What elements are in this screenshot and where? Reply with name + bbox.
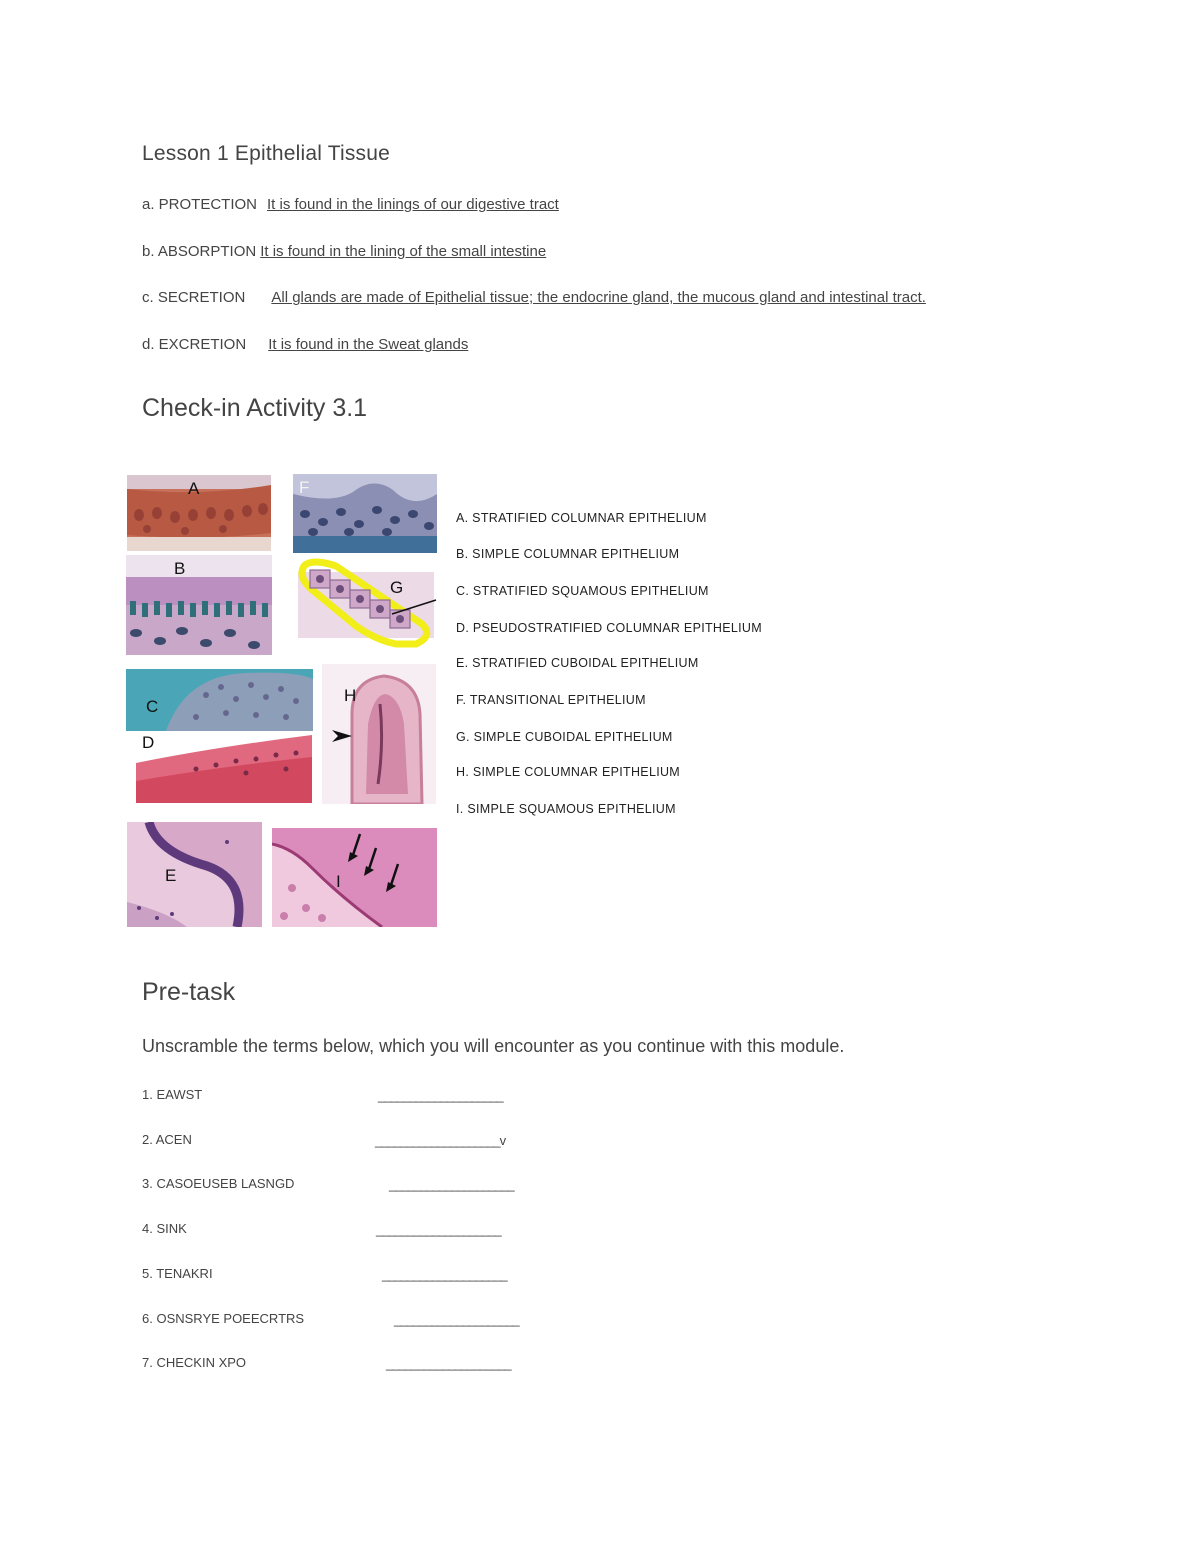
scramble-term: 2. ACEN [142, 1132, 192, 1147]
function-answer: It is found in the linings of our digestive tract [267, 196, 559, 213]
answer-g: G. SIMPLE CUBOIDAL EPITHELIUM [456, 730, 673, 744]
panel-label: A [188, 479, 200, 498]
function-secretion [142, 289, 926, 306]
micrograph-d [136, 733, 312, 803]
pretask-title: Pre-task [142, 978, 236, 1006]
answer-c: C. STRATIFIED SQUAMOUS EPITHELIUM [456, 584, 709, 598]
answer-h: H. SIMPLE COLUMNAR EPITHELIUM [456, 765, 681, 779]
panel-label: B [174, 559, 186, 578]
function-label: b. ABSORPTION [142, 243, 257, 260]
answer-d: D. PSEUDOSTRATIFIED COLUMNAR EPITHELIUM [456, 621, 762, 635]
micrograph-g [296, 558, 438, 650]
function-label: d. EXCRETION [142, 336, 247, 353]
micrograph-b [126, 555, 272, 655]
panel-label: D [142, 733, 155, 752]
answer-blank[interactable]: ____________________ [382, 1267, 507, 1282]
scramble-term: 4. SINK [142, 1221, 187, 1236]
micrograph-e [127, 822, 262, 927]
function-label: c. SECRETION [142, 289, 246, 306]
micrograph-i [272, 828, 437, 927]
answer-blank[interactable]: ____________________ [376, 1222, 501, 1237]
answer-blank[interactable]: ____________________ [378, 1088, 503, 1103]
answer-blank[interactable]: ____________________ [394, 1312, 519, 1327]
answer-blank[interactable]: ____________________v [375, 1133, 506, 1148]
function-absorption [142, 243, 546, 260]
lesson-title: Lesson 1 Epithelial Tissue [142, 142, 391, 165]
function-excretion [142, 336, 468, 353]
answer-e: E. STRATIFIED CUBOIDAL EPITHELIUM [456, 656, 699, 670]
panel-label: C [146, 697, 159, 716]
answer-i: I. SIMPLE SQUAMOUS EPITHELIUM [456, 802, 676, 816]
function-answer: All glands are made of Epithelial tissue; the endocrine gland, the mucous gland and intestinal tract. [271, 289, 926, 306]
scramble-term: 6. OSNSRYE POEECRTRS [142, 1311, 305, 1326]
panel-label: E [165, 866, 177, 885]
answer-f: F. TRANSITIONAL EPITHELIUM [456, 693, 646, 707]
micrograph-h [322, 664, 436, 804]
scramble-term: 3. CASOEUSEB LASNGD [142, 1176, 295, 1191]
function-answer: It is found in the Sweat glands [268, 336, 469, 353]
panel-label: H [344, 686, 357, 705]
panel-label: I [336, 872, 341, 891]
answer-blank[interactable]: ____________________ [386, 1356, 511, 1371]
pretask-instruction: Unscramble the terms below, which you will encounter as you continue with this module. [142, 1036, 845, 1056]
answer-a: A. STRATIFIED COLUMNAR EPITHELIUM [456, 511, 707, 525]
micrograph-a [127, 475, 271, 551]
scramble-term: 5. TENAKRI [142, 1266, 213, 1281]
answer-blank[interactable]: ____________________ [389, 1177, 514, 1192]
function-label: a. PROTECTION [142, 196, 258, 213]
scramble-term: 7. CHECKIN XPO [142, 1355, 247, 1370]
micrograph-f [293, 474, 437, 553]
micrograph-c [126, 669, 313, 731]
answer-b: B. SIMPLE COLUMNAR EPITHELIUM [456, 547, 680, 561]
checkin-title: Check-in Activity 3.1 [142, 394, 368, 422]
panel-label: G [390, 578, 404, 597]
function-protection [142, 196, 559, 213]
scramble-term: 1. EAWST [142, 1087, 203, 1102]
panel-label: F [299, 478, 310, 497]
function-answer: It is found in the lining of the small intestine [260, 243, 547, 260]
